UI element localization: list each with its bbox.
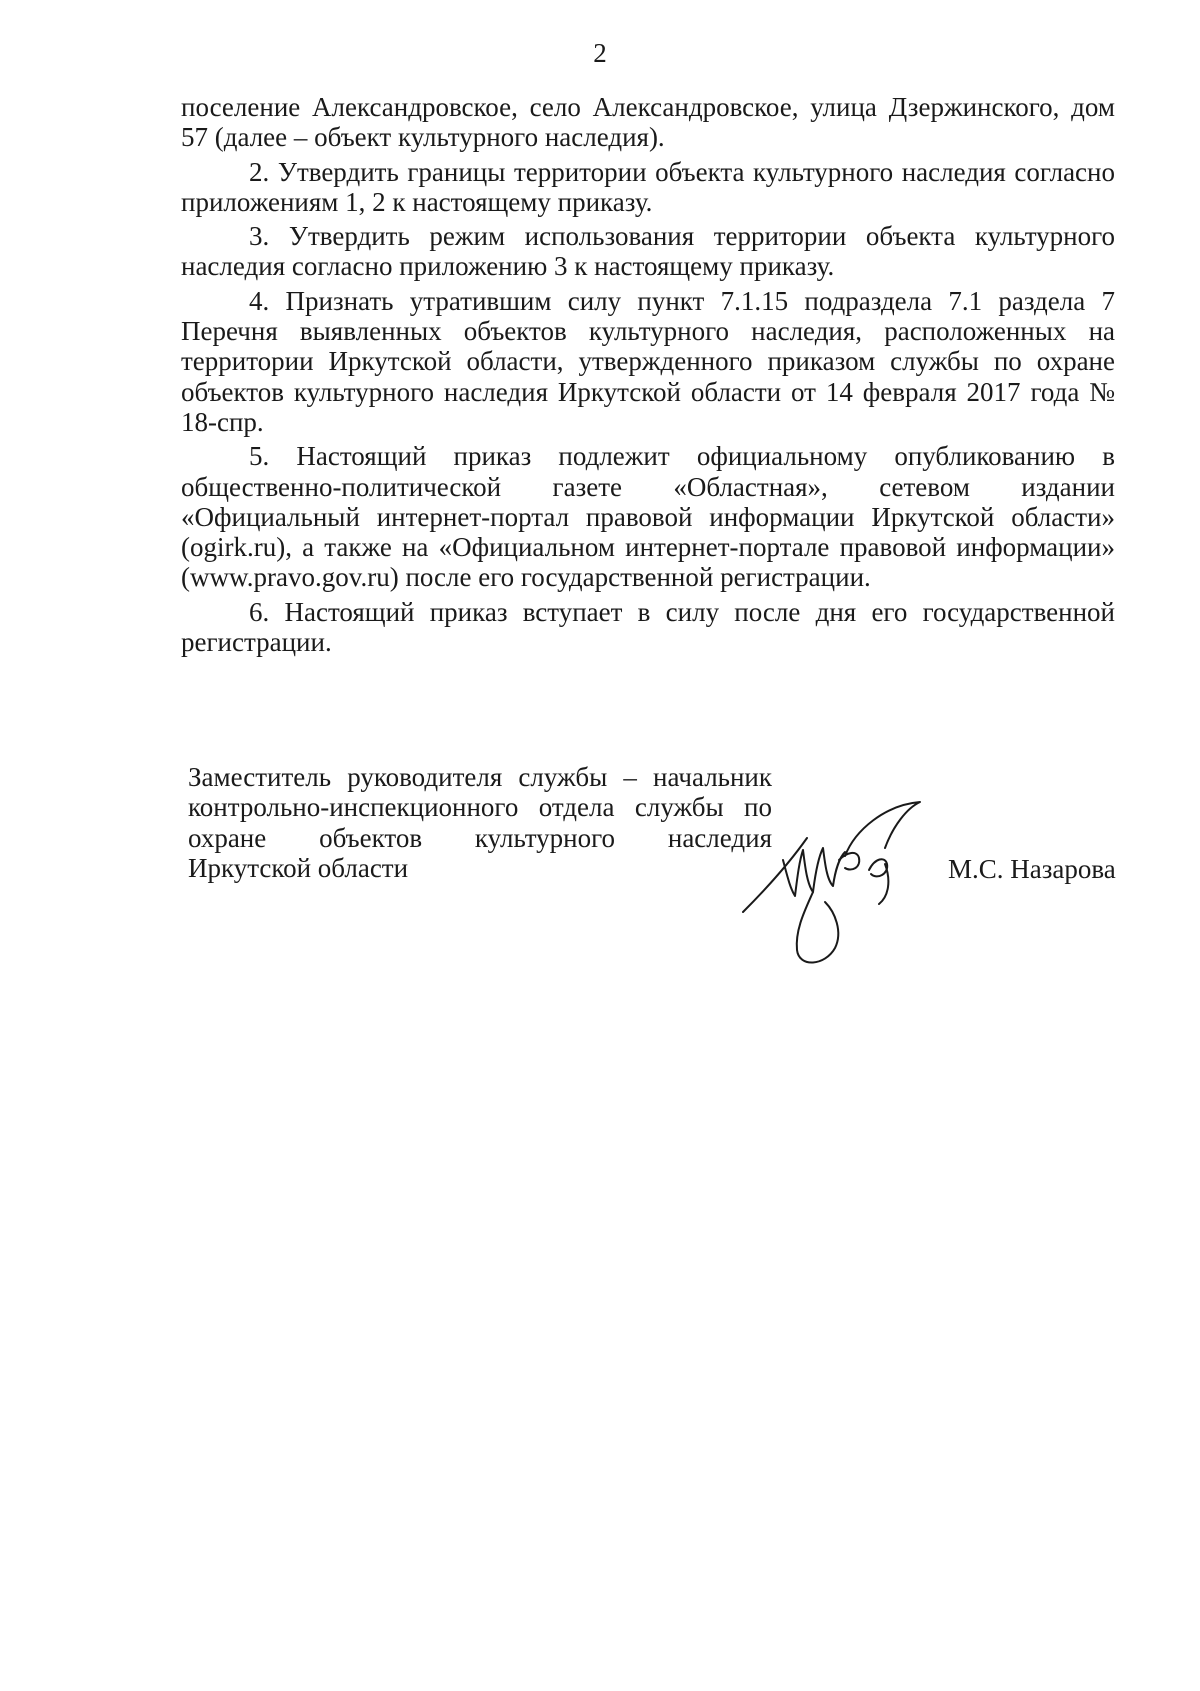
paragraph-item-4: 4. Признать утратившим силу пункт 7.1.15 подраздела 7.1 раздела 7 Перечня выявленных объектов культурного наследия, расположенных на территории Иркутской области, утвержденного приказом службы по охране объектов культурного наследия Иркутской области от 14 февраля 2017 года № 18-спр. xyxy=(181,285,1115,437)
signer-position xyxy=(188,762,772,883)
signer-name: М.С. Назарова xyxy=(948,854,1116,884)
document-body xyxy=(181,92,1115,661)
paragraph-item-3: 3. Утвердить режим использования территории объекта культурного наследия согласно приложению 3 к настоящему приказу. xyxy=(181,221,1115,282)
page-number: 2 xyxy=(593,38,607,68)
handwritten-signature xyxy=(735,800,935,970)
paragraph-item-2: 2. Утвердить границы территории объекта культурного наследия согласно приложениям 1, 2 к настоящему приказу. xyxy=(181,156,1115,217)
paragraph-continuation: поселение Александровское, село Александровское, улица Дзержинского, дом 57 (далее – объект культурного наследия). xyxy=(181,92,1115,153)
signer-position-line: контрольно-инспекционного отдела службы по xyxy=(188,792,772,823)
signer-position-line: Заместитель руководителя службы – начальник xyxy=(188,762,772,792)
signer-position-line: охране объектов культурного наследия xyxy=(188,822,772,853)
paragraph-item-5: 5. Настоящий приказ подлежит официальному опубликованию в общественно-политической газете «Областная», сетевом издании «Официальный интернет-портал правовой информации Иркутской области» (ogirk.ru), а также на «Официальном интернет-портале правовой информации» (www.pravo.gov.ru) после его государственной регистрации. xyxy=(181,441,1115,593)
signer-position-line: Иркутской области xyxy=(188,852,409,883)
paragraph-item-6: 6. Настоящий приказ вступает в силу после дня его государственной регистрации. xyxy=(181,596,1115,658)
